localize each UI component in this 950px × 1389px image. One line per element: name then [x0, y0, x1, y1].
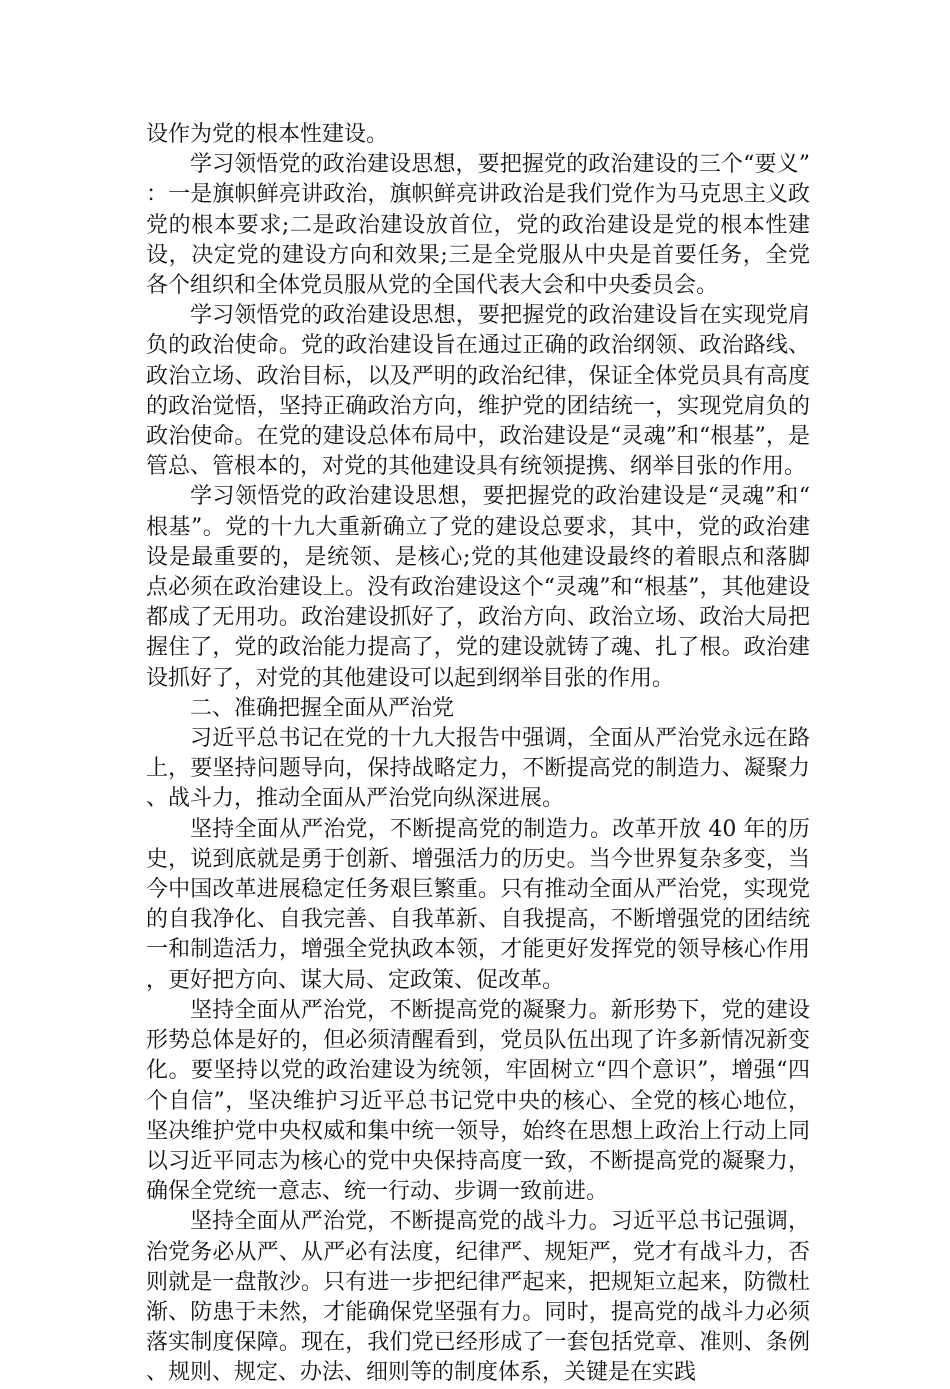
paragraph: 习近平总书记在党的十九大报告中强调，全面从严治党永远在路上，要坚持问题导向，保持战略定力，不断提高党的制造力、凝聚力、战斗力，推动全面从严治党向纵深进展。	[146, 726, 810, 812]
paragraph: 学习领悟党的政治建设思想，要把握党的政治建设旨在实现党肩负的政治使命。党的政治建设旨在通过正确的政治纲领、政治路线、政治立场、政治目标，以及严明的政治纪律，保证全体党员具有高度的政治觉悟，坚持正确政治方向，维护党的团结统一，实现党肩负的政治使命。在党的建设总体布局中，政治建设是“灵魂”和“根基”，是管总、管根本的，对党的其他建设具有统领提携、纲举目张的作用。	[146, 303, 810, 480]
paragraph: 学习领悟党的政治建设思想，要把握党的政治建设的三个“要义”：一是旗帜鲜亮讲政治，旗帜鲜亮讲政治是我们党作为马克思主义政党的根本要求;二是政治建设放首位，党的政治建设是党的根本性建设，决定党的建设方向和效果;三是全党服从中央是首要任务，全党各个组织和全体党员服从党的全国代表大会和中央委员会。	[146, 152, 810, 299]
paragraph: 坚持全面从严治党，不断提高党的战斗力。习近平总书记强调，治党务必从严、从严必有法度，纪律严、规矩严，党才有战斗力，否则就是一盘散沙。只有进一步把纪律严起来，把规矩立起来，防微杜渐、防患于未然，才能确保党坚强有力。同时，提高党的战斗力必须落实制度保障。现在，我们党已经形成了一套包括党章、准则、条例、规则、规定、办法、细则等的制度体系，关键是在实践	[146, 1209, 810, 1386]
paragraph: 学习领悟党的政治建设思想，要把握党的政治建设是“灵魂”和“根基”。党的十九大重新确立了党的建设总要求，其中，党的政治建设是最重要的，是统领、是核心;党的其他建设最终的着眼点和落脚点必须在政治建设上。没有政治建设这个“灵魂”和“根基”，其他建设都成了无用功。政治建设抓好了，政治方向、政治立场、政治大局把握住了，党的政治能力提高了，党的建设就铸了魂、扎了根。政治建设抓好了，对党的其他建设可以起到纲举目张的作用。	[146, 484, 810, 691]
document-body	[146, 120, 810, 1389]
paragraph: 坚持全面从严治党，不断提高党的制造力。改革开放 40 年的历史，说到底就是勇于创新、增强活力的历史。当今世界复杂多变，当今中国改革进展稳定任务艰巨繁重。只有推动全面从严治党，实现党的自我净化、自我完善、自我革新、自我提高，不断增强党的团结统一和制造活力，增强全党执政本领，才能更好发挥党的领导核心作用，更好把方向、谋大局、定政策、促改革。	[146, 816, 810, 993]
paragraph: 设作为党的根本性建设。	[146, 122, 389, 147]
paragraph: 坚持全面从严治党，不断提高党的凝聚力。新形势下，党的建设形势总体是好的，但必须清醒看到，党员队伍出现了许多新情况新变化。要坚持以党的政治建设为统领，牢固树立“四个意识”，增强“四个自信”，坚决维护习近平总书记党中央的核心、全党的核心地位，坚决维护党中央权威和集中统一领导，始终在思想上政治上行动上同以习近平同志为核心的党中央保持高度一致，不断提高党的凝聚力，确保全党统一意志、统一行动、步调一致前进。	[146, 997, 810, 1205]
section-heading: 二、准确把握全面从严治党	[190, 695, 455, 721]
